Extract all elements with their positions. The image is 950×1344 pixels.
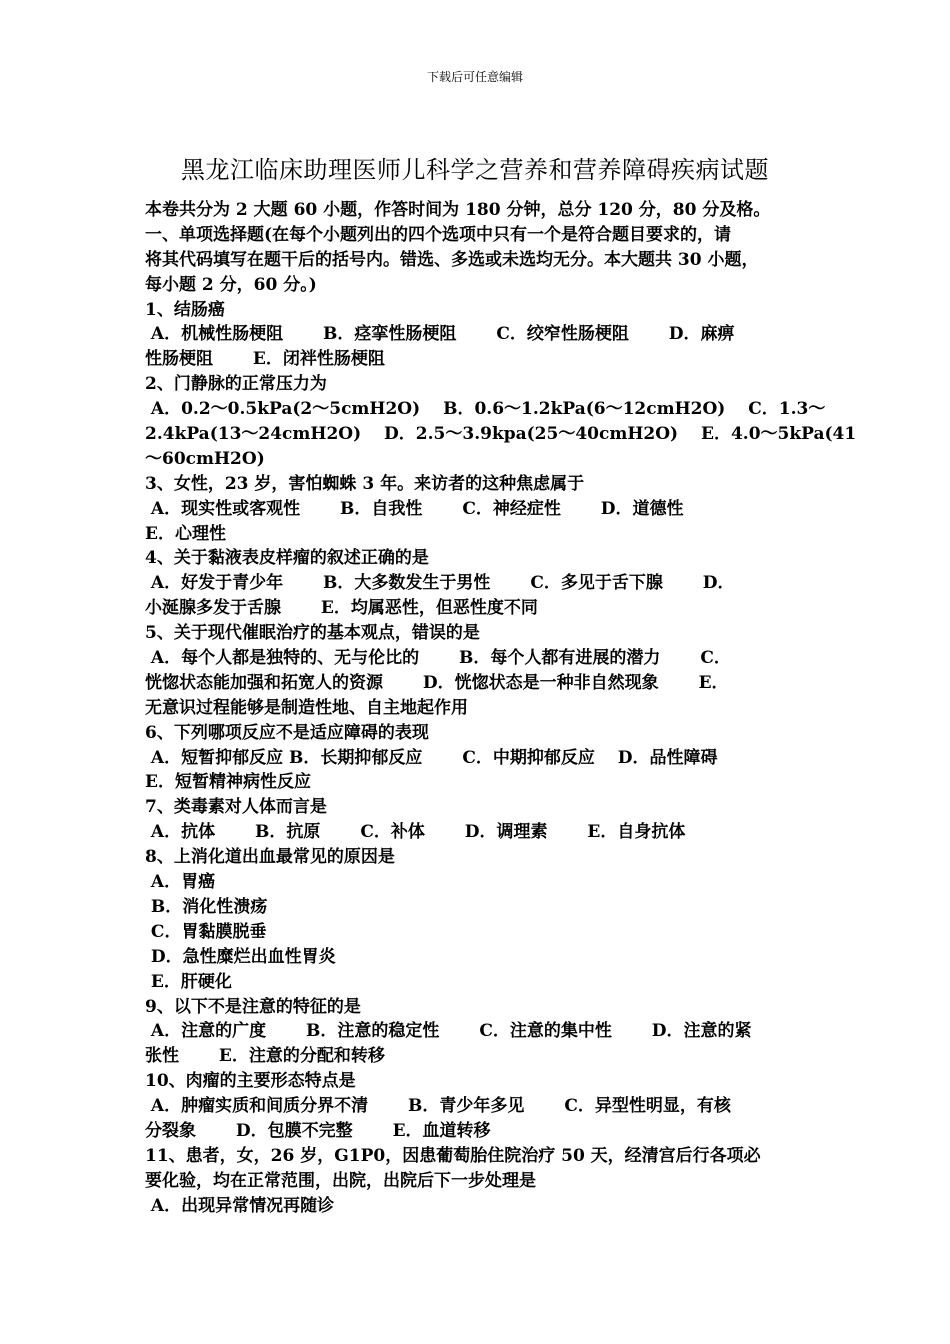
question-options: 2.4kPa(13～24cmH2O) D．2.5～3.9kpa(25～40cmH2O) E．4.0～5kPa(41: [145, 424, 857, 445]
question-stem: 7、类毒素对人体而言是: [145, 797, 327, 818]
question-option: E．肝硬化: [145, 971, 232, 992]
section-instruction-line: 一、单项选择题(在每个小题列出的四个选项中只有一个是符合题目要求的，请: [145, 224, 732, 245]
question-options: E．心理性: [145, 523, 226, 544]
exam-intro-line: 本卷共分为 2 大题 60 小题，作答时间为 180 分钟，总分 120 分，80 分及格。: [145, 200, 771, 220]
document-body: [145, 198, 857, 1219]
question-options: A．0.2～0.5kPa(2～5cmH2O) B．0.6～1.2kPa(6～12cmH2O) C．1.3～: [145, 399, 826, 420]
question-option: D．急性糜烂出血性胃炎: [145, 946, 336, 967]
question-options: A．现实性或客观性 B．自我性 C．神经症性 D．道德性: [145, 498, 684, 519]
question-options: E．短暂精神病性反应: [145, 772, 311, 793]
question-options: 分裂象 D．包膜不完整 E．血道转移: [145, 1120, 491, 1141]
question-stem: 3、女性，23 岁，害怕蜘蛛 3 年。来访者的这种焦虑属于: [145, 473, 585, 494]
question-options: A．抗体 B．抗原 C．补体 D．调理素 E．自身抗体: [145, 822, 686, 843]
question-stem: 6、下列哪项反应不是适应障碍的表现: [145, 722, 429, 743]
question-stem: 要化验，均在正常范围，出院，出院后下一步处理是: [145, 1170, 536, 1191]
section-instruction-line: 将其代码填写在题干后的括号内。错选、多选或未选均无分。本大题共 30 小题，: [145, 249, 759, 270]
question-option: C．胃黏膜脱垂: [145, 921, 267, 942]
question-option: A．出现异常情况再随诊: [145, 1195, 335, 1216]
question-options: A．注意的广度 B．注意的稳定性 C．注意的集中性 D．注意的紧: [145, 1021, 752, 1042]
question-option: A．胃癌: [145, 872, 216, 893]
question-options: A．肿瘤实质和间质分界不清 B．青少年多见 C．异型性明显，有核: [145, 1096, 731, 1117]
question-stem: 4、关于黏液表皮样瘤的叙述正确的是: [145, 548, 429, 569]
question-stem: 2、门静脉的正常压力为: [145, 374, 327, 395]
question-options: A．每个人都是独特的、无与伦比的 B．每个人都有进展的潜力 C．: [145, 648, 731, 669]
question-options: 张性 E．注意的分配和转移: [145, 1046, 385, 1067]
section-instruction-line: 每小题 2 分，60 分。): [145, 274, 317, 295]
question-stem: 9、以下不是注意的特征的是: [145, 996, 361, 1017]
question-options: 小涎腺多发于舌腺 E．均属恶性，但恶性度不同: [145, 598, 538, 619]
question-stem: 1、结肠癌: [145, 299, 225, 320]
question-options: 恍惚状态能加强和拓宽人的资源 D．恍惚状态是一种非自然现象 E．: [145, 672, 729, 693]
header-note: 下载后可任意编辑: [426, 70, 523, 84]
question-options: A．短暂抑郁反应 B．长期抑郁反应 C．中期抑郁反应 D．品性障碍: [145, 747, 718, 768]
question-options: A．好发于青少年 B．大多数发生于男性 C．多见于舌下腺 D．: [145, 573, 735, 594]
question-options: 性肠梗阻 E．闭袢性肠梗阻: [145, 349, 385, 370]
question-options: 无意识过程能够是制造性地、自主地起作用: [145, 697, 468, 718]
question-stem: 8、上消化道出血最常见的原因是: [145, 847, 395, 868]
question-options: ～60cmH2O): [145, 448, 265, 469]
page-title: 黑龙江临床助理医师儿科学之营养和营养障碍疾病试题: [181, 156, 769, 184]
question-options: A．机械性肠梗阻 B．痉挛性肠梗阻 C．绞窄性肠梗阻 D．麻痹: [145, 324, 735, 345]
question-stem: 11、患者，女，26 岁，G1P0，因患葡萄胎住院治疗 50 天，经清宫后行各项必: [145, 1145, 761, 1166]
question-stem: 5、关于现代催眠治疗的基本观点，错误的是: [145, 623, 480, 644]
question-stem: 10、肉瘤的主要形态特点是: [145, 1071, 356, 1092]
question-option: B．消化性溃疡: [145, 896, 268, 917]
